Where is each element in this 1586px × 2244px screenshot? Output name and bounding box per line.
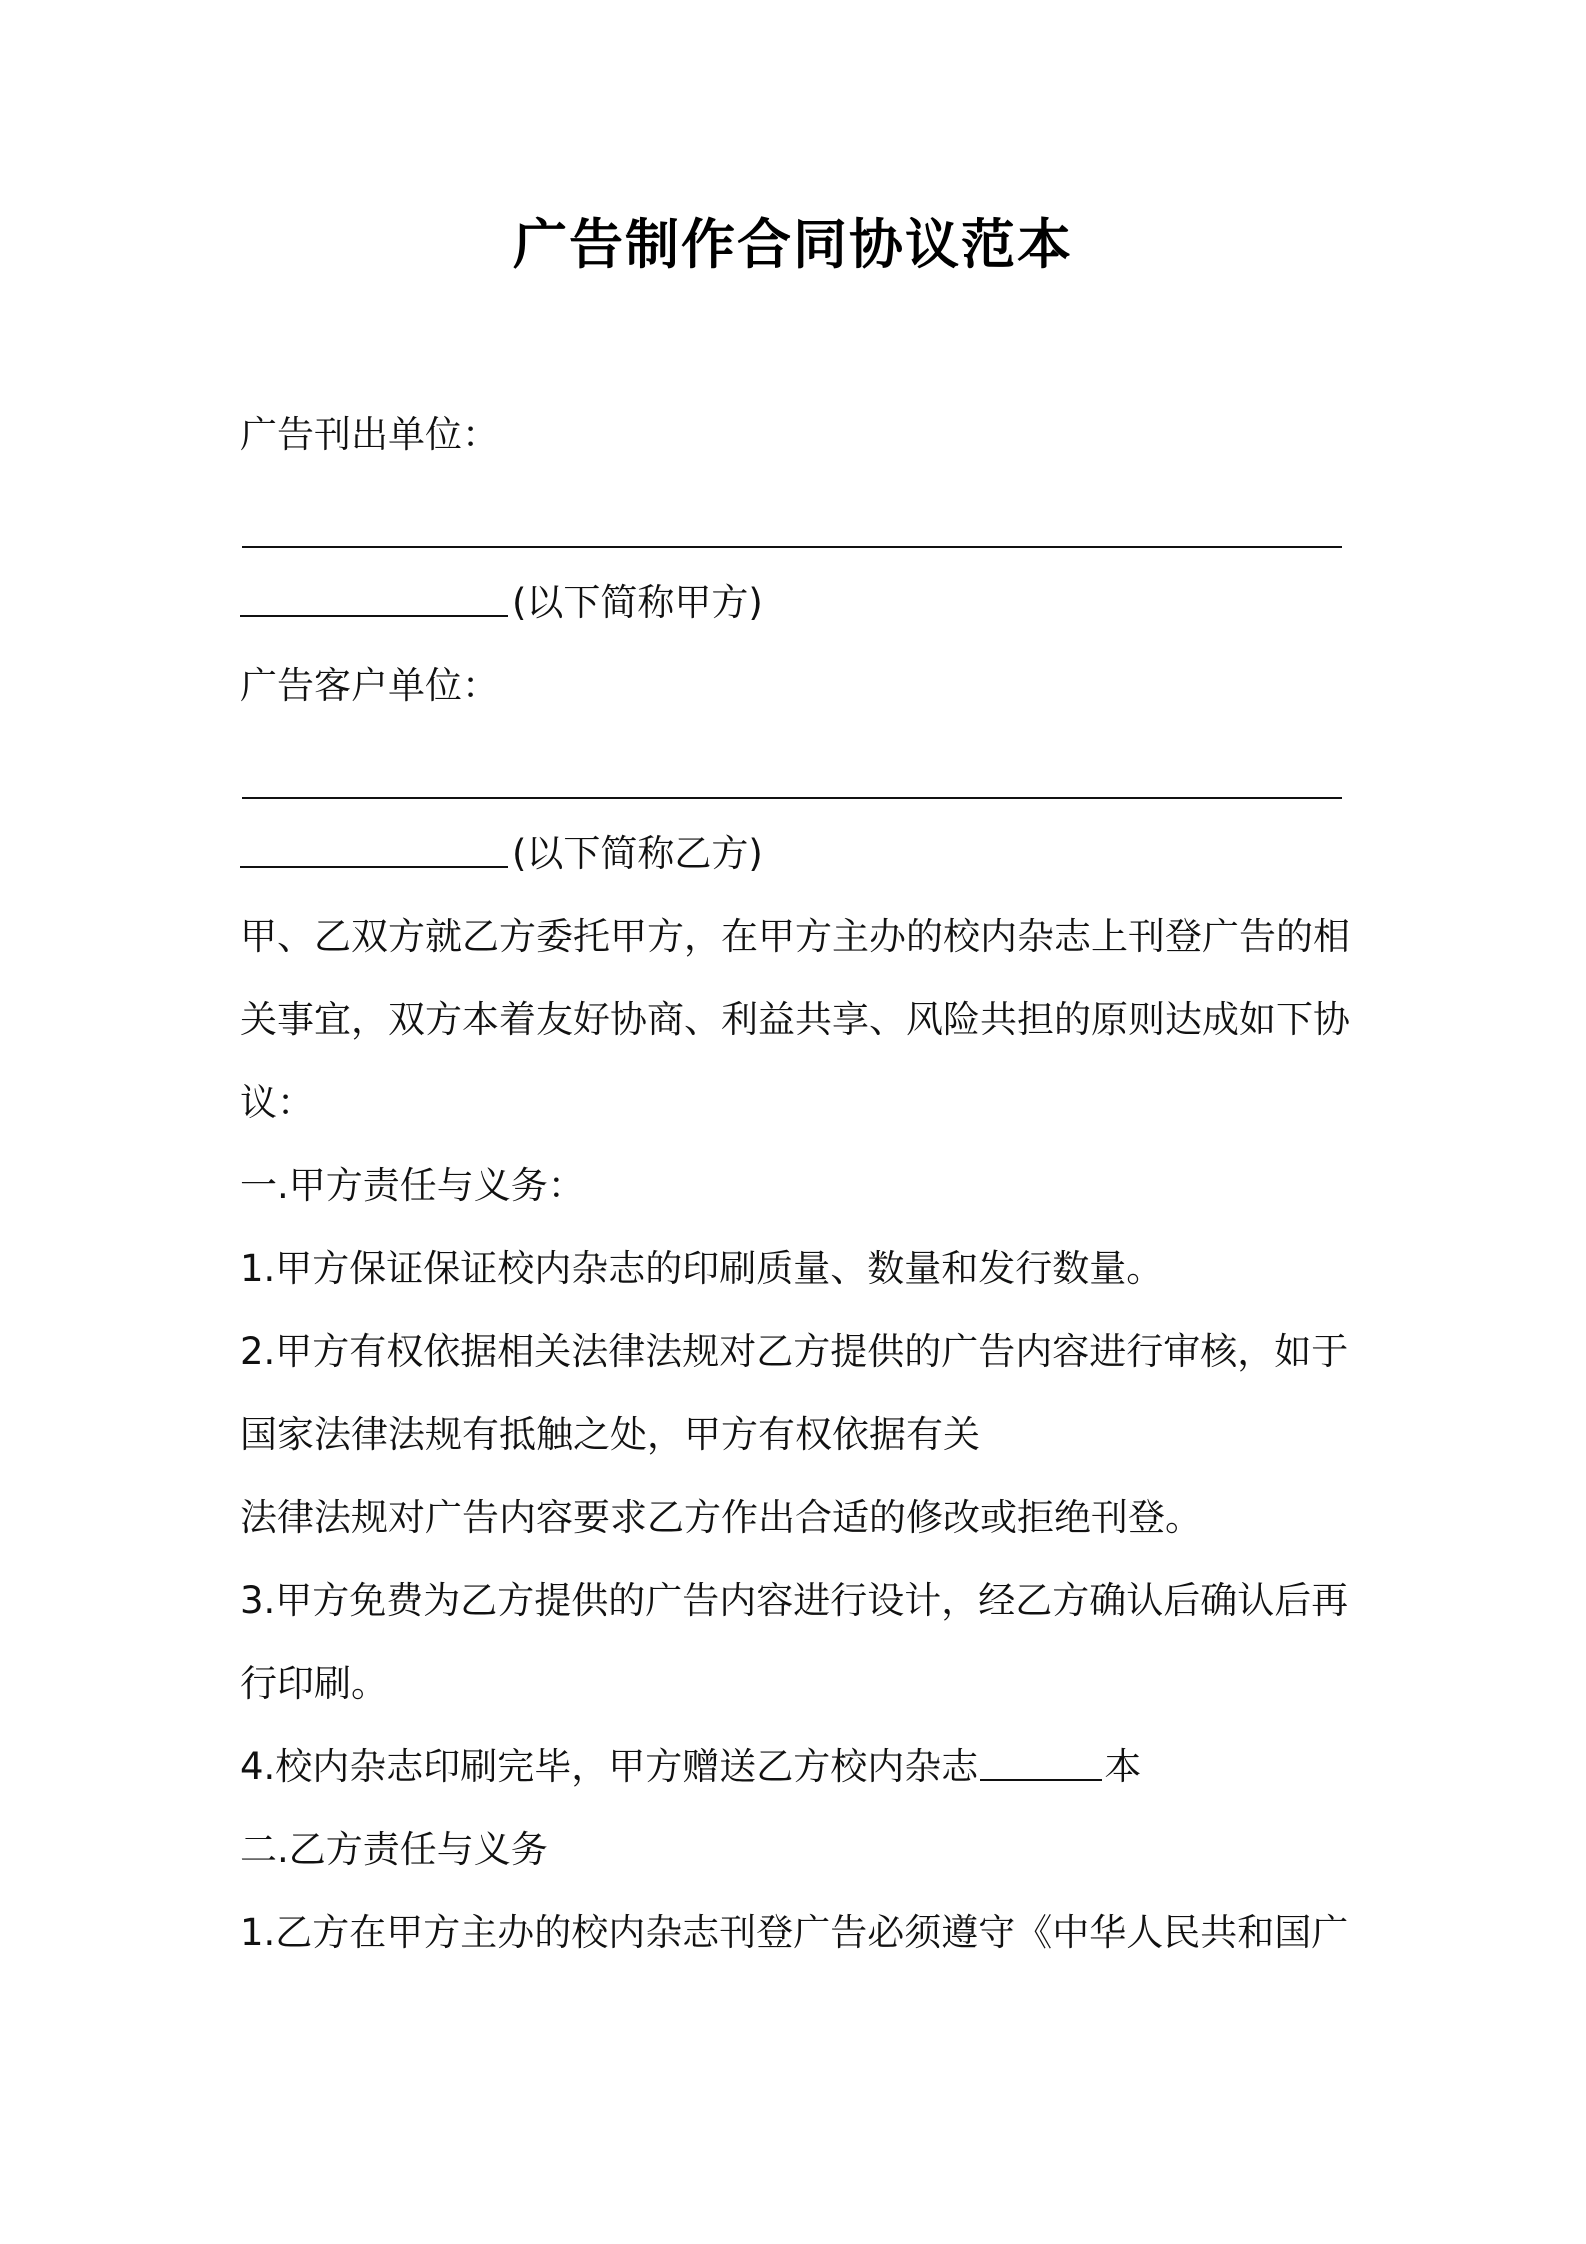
item-1-2-line-1: 2.甲方有权依据相关法律法规对乙方提供的广告内容进行审核，如于 xyxy=(240,1330,1349,1373)
intro-line-1: 甲、乙双方就乙方委托甲方，在甲方主办的校内杂志上刊登广告的相 xyxy=(240,915,1350,958)
party-a-blank-line xyxy=(242,546,1342,548)
item-2-1: 1.乙方在甲方主办的校内杂志刊登广告必须遵守《中华人民共和国广 xyxy=(240,1911,1349,1954)
party-b-label: 广告客户单位： xyxy=(240,664,499,707)
page-title: 广告制作合同协议范本 xyxy=(513,213,1073,276)
party-b-blank-line xyxy=(242,797,1342,799)
item-1-3-line-2: 行印刷。 xyxy=(240,1662,388,1705)
intro-line-3: 议： xyxy=(240,1081,314,1124)
item-1-1: 1.甲方保证保证校内杂志的印刷质量、数量和发行数量。 xyxy=(240,1247,1164,1290)
intro-line-2: 关事宜，双方本着友好协商、利益共享、风险共担的原则达成如下协 xyxy=(240,998,1350,1041)
party-b-blank-short xyxy=(240,866,508,868)
party-a-blank-short xyxy=(240,615,508,617)
party-a-suffix: (以下简称甲方) xyxy=(512,581,763,624)
copies-blank xyxy=(980,1779,1102,1781)
section-two-heading: 二.乙方责任与义务 xyxy=(240,1828,548,1871)
item-1-4 xyxy=(240,1737,1141,1797)
party-a-suffix-line xyxy=(240,573,763,633)
party-b-suffix-line xyxy=(240,824,763,884)
item-1-2-line-2: 国家法律法规有抵触之处，甲方有权依据有关 xyxy=(240,1413,980,1456)
item-1-2-line-3: 法律法规对广告内容要求乙方作出合适的修改或拒绝刊登。 xyxy=(240,1496,1202,1539)
item-1-3-line-1: 3.甲方免费为乙方提供的广告内容进行设计，经乙方确认后确认后再 xyxy=(240,1579,1349,1622)
section-one-heading: 一.甲方责任与义务： xyxy=(240,1164,585,1207)
item-1-4-prefix: 4.校内杂志印刷完毕，甲方赠送乙方校内杂志 xyxy=(240,1745,979,1788)
item-1-4-suffix: 本 xyxy=(1104,1745,1142,1788)
party-a-label: 广告刊出单位： xyxy=(240,413,499,456)
party-b-suffix: (以下简称乙方) xyxy=(512,832,763,875)
